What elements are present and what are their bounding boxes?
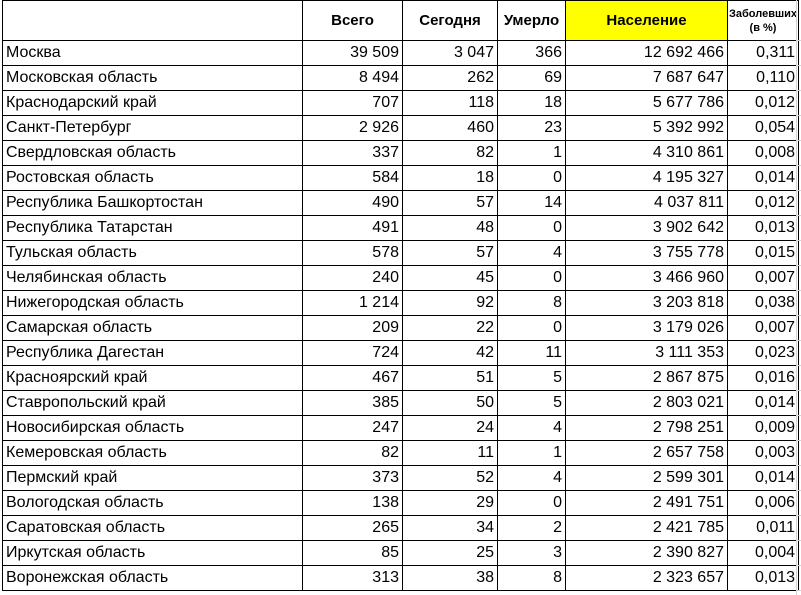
cell-total[interactable]: 82: [303, 441, 403, 466]
cell-infected-pct[interactable]: 0,007: [728, 316, 799, 341]
cell-today[interactable]: 52: [403, 466, 498, 491]
cell-infected-pct[interactable]: 0,110: [728, 66, 799, 91]
cell-infected-pct[interactable]: 0,004: [728, 541, 799, 566]
cell-today[interactable]: 57: [403, 191, 498, 216]
cell-region[interactable]: Челябинская область: [3, 266, 303, 291]
cell-total[interactable]: 138: [303, 491, 403, 516]
cell-region[interactable]: Саратовская область: [3, 516, 303, 541]
table-row: [3, 191, 799, 216]
cell-infected-pct[interactable]: 0,012: [728, 91, 799, 116]
cell-died[interactable]: 0: [498, 266, 566, 291]
cell-today[interactable]: 22: [403, 316, 498, 341]
cell-total[interactable]: 209: [303, 316, 403, 341]
cell-region[interactable]: Краснодарский край: [3, 91, 303, 116]
cell-infected-pct[interactable]: 0,311: [728, 41, 799, 66]
table-row: [3, 166, 799, 191]
cell-died[interactable]: 4: [498, 241, 566, 266]
table-row: [3, 291, 799, 316]
header-cell-region[interactable]: [3, 1, 303, 41]
cell-population[interactable]: 5 677 786: [566, 91, 728, 116]
cell-today[interactable]: 24: [403, 416, 498, 441]
cell-died[interactable]: 0: [498, 316, 566, 341]
table-row: [3, 216, 799, 241]
cell-region[interactable]: Воронежская область: [3, 566, 303, 591]
table-row: [3, 416, 799, 441]
cell-infected-pct[interactable]: 0,012: [728, 191, 799, 216]
cell-region[interactable]: Пермский край: [3, 466, 303, 491]
cell-region[interactable]: Кемеровская область: [3, 441, 303, 466]
cell-infected-pct[interactable]: 0,014: [728, 166, 799, 191]
table-row: [3, 91, 799, 116]
table-row: [3, 66, 799, 91]
cell-today[interactable]: 3 047: [403, 41, 498, 66]
cell-infected-pct[interactable]: 0,007: [728, 266, 799, 291]
cell-region[interactable]: Свердловская область: [3, 141, 303, 166]
cell-infected-pct[interactable]: 0,013: [728, 566, 799, 591]
table-row: [3, 241, 799, 266]
cell-total[interactable]: 85: [303, 541, 403, 566]
cell-today[interactable]: 460: [403, 116, 498, 141]
cell-region[interactable]: Ростовская область: [3, 166, 303, 191]
cell-today[interactable]: 57: [403, 241, 498, 266]
cell-population[interactable]: 7 687 647: [566, 66, 728, 91]
cell-died[interactable]: 14: [498, 191, 566, 216]
cell-today[interactable]: 92: [403, 291, 498, 316]
cell-died[interactable]: 1: [498, 141, 566, 166]
cell-died[interactable]: 4: [498, 416, 566, 441]
cell-died[interactable]: 11: [498, 341, 566, 366]
table-row: [3, 566, 799, 591]
table-row: [3, 491, 799, 516]
cell-total[interactable]: 247: [303, 416, 403, 441]
cell-died[interactable]: 18: [498, 91, 566, 116]
table-row: [3, 516, 799, 541]
table-row: [3, 441, 799, 466]
header-cell-today[interactable]: Сегодня: [403, 1, 498, 41]
cell-population[interactable]: 2 390 827: [566, 541, 728, 566]
cell-died[interactable]: 366: [498, 41, 566, 66]
cell-died[interactable]: 23: [498, 116, 566, 141]
header-cell-died[interactable]: Умерло: [498, 1, 566, 41]
cell-population[interactable]: 2 657 758: [566, 441, 728, 466]
cell-infected-pct[interactable]: 0,003: [728, 441, 799, 466]
cell-region[interactable]: Новосибирская область: [3, 416, 303, 441]
cell-total[interactable]: 1 214: [303, 291, 403, 316]
cell-population[interactable]: 3 203 818: [566, 291, 728, 316]
cell-total[interactable]: 578: [303, 241, 403, 266]
cell-region[interactable]: Иркутская область: [3, 541, 303, 566]
cell-region[interactable]: Красноярский край: [3, 366, 303, 391]
cell-infected-pct[interactable]: 0,038: [728, 291, 799, 316]
table-row: [3, 466, 799, 491]
cell-population[interactable]: 2 491 751: [566, 491, 728, 516]
sheet-gridlines: [796, 0, 801, 595]
cell-region[interactable]: Тульская область: [3, 241, 303, 266]
cell-died[interactable]: 3: [498, 541, 566, 566]
cell-died[interactable]: 5: [498, 391, 566, 416]
cell-today[interactable]: 262: [403, 66, 498, 91]
cell-today[interactable]: 82: [403, 141, 498, 166]
table-row: [3, 541, 799, 566]
cell-population[interactable]: 4 037 811: [566, 191, 728, 216]
cell-population[interactable]: 2 599 301: [566, 466, 728, 491]
table-row: [3, 266, 799, 291]
cell-total[interactable]: 8 494: [303, 66, 403, 91]
cell-total[interactable]: 490: [303, 191, 403, 216]
spreadsheet-table: [2, 0, 799, 591]
cell-population[interactable]: 2 323 657: [566, 566, 728, 591]
cell-region[interactable]: Вологодская область: [3, 491, 303, 516]
cell-region[interactable]: Самарская область: [3, 316, 303, 341]
cell-total[interactable]: 2 926: [303, 116, 403, 141]
cell-today[interactable]: 45: [403, 266, 498, 291]
cell-total[interactable]: 707: [303, 91, 403, 116]
cell-died[interactable]: 69: [498, 66, 566, 91]
cell-infected-pct[interactable]: 0,016: [728, 366, 799, 391]
cell-infected-pct[interactable]: 0,023: [728, 341, 799, 366]
cell-population[interactable]: 4 310 861: [566, 141, 728, 166]
cell-total[interactable]: 724: [303, 341, 403, 366]
cell-population[interactable]: 5 392 992: [566, 116, 728, 141]
cell-infected-pct[interactable]: 0,013: [728, 216, 799, 241]
cell-died[interactable]: 1: [498, 441, 566, 466]
table-row: [3, 391, 799, 416]
cell-died[interactable]: 0: [498, 166, 566, 191]
cell-total[interactable]: 491: [303, 216, 403, 241]
cell-today[interactable]: 48: [403, 216, 498, 241]
cell-total[interactable]: 240: [303, 266, 403, 291]
cell-population[interactable]: 2 421 785: [566, 516, 728, 541]
cell-region[interactable]: Республика Башкортостан: [3, 191, 303, 216]
cell-today[interactable]: 38: [403, 566, 498, 591]
cell-region[interactable]: Санкт-Петербург: [3, 116, 303, 141]
cell-total[interactable]: 265: [303, 516, 403, 541]
cell-died[interactable]: 0: [498, 216, 566, 241]
cell-region[interactable]: Ставропольский край: [3, 391, 303, 416]
cell-today[interactable]: 50: [403, 391, 498, 416]
cell-today[interactable]: 42: [403, 341, 498, 366]
cell-region[interactable]: Республика Татарстан: [3, 216, 303, 241]
cell-died[interactable]: 2: [498, 516, 566, 541]
cell-today[interactable]: 11: [403, 441, 498, 466]
cell-total[interactable]: 385: [303, 391, 403, 416]
cell-today[interactable]: 118: [403, 91, 498, 116]
cell-total[interactable]: 337: [303, 141, 403, 166]
cell-region[interactable]: Республика Дагестан: [3, 341, 303, 366]
cell-region[interactable]: Московская область: [3, 66, 303, 91]
cell-infected-pct[interactable]: 0,009: [728, 416, 799, 441]
header-cell-total[interactable]: Всего: [303, 1, 403, 41]
cell-infected-pct[interactable]: 0,014: [728, 391, 799, 416]
cell-today[interactable]: 18: [403, 166, 498, 191]
cell-total[interactable]: 373: [303, 466, 403, 491]
cell-total[interactable]: 584: [303, 166, 403, 191]
cell-infected-pct[interactable]: 0,015: [728, 241, 799, 266]
cell-total[interactable]: 39 509: [303, 41, 403, 66]
table-row: [3, 366, 799, 391]
cell-population[interactable]: 3 902 642: [566, 216, 728, 241]
cell-population[interactable]: 2 798 251: [566, 416, 728, 441]
cell-total[interactable]: 467: [303, 366, 403, 391]
cell-died[interactable]: 4: [498, 466, 566, 491]
cell-died[interactable]: 0: [498, 491, 566, 516]
table-row: [3, 116, 799, 141]
cell-today[interactable]: 51: [403, 366, 498, 391]
cell-population[interactable]: 2 803 021: [566, 391, 728, 416]
cell-population[interactable]: 2 867 875: [566, 366, 728, 391]
cell-total[interactable]: 313: [303, 566, 403, 591]
cell-population[interactable]: 3 111 353: [566, 341, 728, 366]
cell-today[interactable]: 29: [403, 491, 498, 516]
cell-population[interactable]: 3 179 026: [566, 316, 728, 341]
cell-died[interactable]: 8: [498, 566, 566, 591]
table-row: [3, 141, 799, 166]
cell-population[interactable]: 4 195 327: [566, 166, 728, 191]
table-row: [3, 316, 799, 341]
cell-population[interactable]: 3 466 960: [566, 266, 728, 291]
cell-population[interactable]: 12 692 466: [566, 41, 728, 66]
cell-infected-pct[interactable]: 0,008: [728, 141, 799, 166]
cell-today[interactable]: 25: [403, 541, 498, 566]
cell-infected-pct[interactable]: 0,054: [728, 116, 799, 141]
cell-population[interactable]: 3 755 778: [566, 241, 728, 266]
cell-infected-pct[interactable]: 0,014: [728, 466, 799, 491]
header-cell-infected-pct[interactable]: Заболевших (в %): [728, 1, 799, 41]
cell-died[interactable]: 5: [498, 366, 566, 391]
cell-region[interactable]: Москва: [3, 41, 303, 66]
header-row: [3, 1, 799, 41]
table-row: [3, 41, 799, 66]
cell-infected-pct[interactable]: 0,011: [728, 516, 799, 541]
cell-today[interactable]: 34: [403, 516, 498, 541]
table-row: [3, 341, 799, 366]
cell-region[interactable]: Нижегородская область: [3, 291, 303, 316]
cell-died[interactable]: 8: [498, 291, 566, 316]
header-cell-population[interactable]: Население: [566, 1, 728, 41]
cell-infected-pct[interactable]: 0,006: [728, 491, 799, 516]
